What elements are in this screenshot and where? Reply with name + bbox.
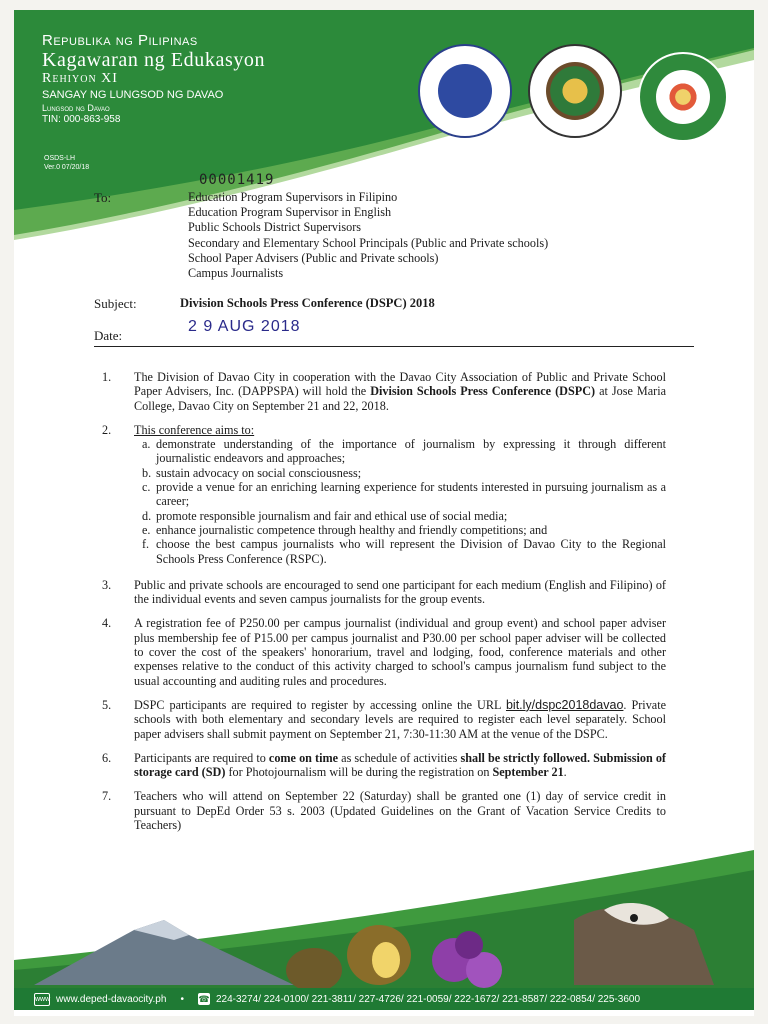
footer-website (34, 993, 166, 1006)
recipient: Education Program Supervisor in English (188, 205, 392, 220)
control-number: 00001419 (199, 172, 275, 188)
aims-heading: This conference aims to: (134, 422, 255, 437)
item-number: 1. (102, 370, 112, 384)
web-icon: www (34, 993, 50, 1006)
paragraph-text: . Private schools with both elementary and secondary levels are required to register each level separately. School paper advisers shall submit payment on September 21, 7:30-11:30 AM at the venue of the DSPC. (134, 697, 666, 741)
region-name: Rehiyon XI (42, 71, 118, 86)
subject-text: Division Schools Press Conference (DSPC) 2018 (180, 296, 435, 310)
divider (94, 346, 694, 347)
recipient: Campus Journalists (188, 266, 284, 281)
recipient-list (188, 190, 548, 281)
deped-seal (418, 44, 512, 138)
recipient: Public Schools District Supervisors (188, 220, 361, 235)
deped-region-seal-emblem (546, 62, 604, 120)
aim-text: provide a venue for an enriching learning experience for students interested in pursuing journalism as a career; (156, 480, 666, 509)
aim-text: choose the best campus journalists who will represent the Division of Davao City to the Regional Schools Press Conference (RSPC). (156, 537, 666, 566)
form-version: Ver.0 07/20/18 (44, 164, 90, 171)
tin-number: TIN: 000-863-958 (42, 114, 121, 125)
deped-region-seal (528, 44, 622, 138)
recipient: Secondary and Elementary School Principals (Public and Private schools) (188, 235, 549, 250)
phone-icon: ☎ (198, 994, 210, 1004)
aim-text: sustain advocacy on social consciousness; (156, 465, 362, 480)
aim-item (134, 523, 666, 537)
paragraph-text: DSPC participants are required to register by accessing online the URL (134, 697, 506, 712)
footer-landscape-art (14, 810, 754, 990)
item-number: 5. (102, 697, 112, 712)
memo-body (94, 370, 666, 842)
form-code (44, 154, 89, 172)
aim-letter: a. (142, 437, 151, 452)
paragraph-3 (94, 578, 666, 607)
emphasis: Submission of storage card (SD) (134, 750, 666, 780)
aim-item (134, 437, 666, 466)
aim-letter: e. (142, 522, 151, 537)
recipient: School Paper Advisers (Public and Private schools) (188, 250, 439, 265)
paragraph-text: . (563, 765, 567, 780)
subject-label: Subject: (94, 296, 137, 311)
item-number: 4. (102, 616, 112, 631)
paragraph-text: for Photojournalism will be during the registration on (225, 765, 493, 780)
emphasis: come on time (268, 750, 339, 765)
emphasis: shall be strictly followed. (460, 750, 590, 765)
event-name: Division Schools Press Conference (DSPC) (370, 384, 596, 399)
emphasis: September 21 (492, 765, 564, 780)
aim-item (134, 480, 666, 509)
paragraph-text: at Jose Maria College, Davao City on September 21 and 22, 2018. (134, 384, 667, 413)
division-name: SANGAY NG LUNGSOD NG DAVAO (42, 89, 224, 101)
paragraph-text: A registration fee of P250.00 per campus journalist (individual and group event) and school paper adviser plus membership fee of P15.00 per campus journalist and P30.00 per school paper adviser will be collected to cover the cost of the speakers' honorarium, travel and lodging, food, conference materials and other expenses relative to the conduct of this activity charged to school's campus journalism fund subject to the usual accounting and auditing rules and procedures. (134, 616, 666, 688)
paragraph-5 (94, 698, 666, 741)
aim-text: promote responsible journalism and fair and ethical use of social media; (156, 508, 508, 523)
aim-letter: b. (142, 465, 152, 480)
header-text (42, 32, 265, 125)
phone-numbers: 224-3274/ 224-0100/ 221-3811/ 227-4726/ 221-0059/ 222-1672/ 221-8587/ 222-0854/ 225-3600 (215, 993, 641, 1005)
recipient: Education Program Supervisors in Filipino (188, 190, 398, 204)
aim-item (134, 466, 666, 480)
deped-seal-emblem (438, 64, 492, 118)
item-number: 3. (102, 577, 112, 592)
footer-phones (198, 993, 640, 1005)
date-label: Date: (94, 328, 123, 343)
aim-letter: d. (142, 508, 152, 523)
item-number: 6. (102, 750, 112, 765)
website-url[interactable]: www.deped-davaocity.ph (56, 993, 167, 1005)
footer-separator: • (180, 993, 184, 1005)
memo-page (14, 10, 754, 1016)
aim-item (134, 509, 666, 523)
paragraph-4 (94, 616, 666, 687)
item-number: 2. (102, 422, 112, 437)
date-stamp: 2 9 AUG 2018 (188, 318, 301, 335)
aim-text: demonstrate understanding of the importance of journalism by expressing it through different journalistic endeavors and approaches; (156, 437, 666, 466)
paragraph-text: as schedule of activities (338, 750, 461, 765)
davao-division-seal (638, 52, 728, 142)
department-name: Kagawaran ng Edukasyon (42, 49, 266, 71)
registration-link[interactable]: bit.ly/dspc2018davao (505, 697, 624, 712)
aim-letter: c. (142, 480, 151, 495)
footer-bar (14, 988, 754, 1010)
aim-item (134, 537, 666, 566)
aim-letter: f. (142, 537, 150, 552)
paragraph-text: Teachers who will attend on September 22 (Saturday) shall be granted one (1) day of service credit in pursuant to DepEd Order 53 s. 2003 (Updated Guidelines on the Grant of Vacation Service Credits to Teachers) (134, 789, 666, 833)
republic-name: Republika ng Pilipinas (42, 32, 198, 49)
to-label: To: (94, 190, 112, 205)
item-number: 7. (102, 789, 112, 804)
paragraph-text: Public and private schools are encouraged to send one participant for each medium (English and Filipino) of the individual events and seven campus journalists for the group events. (134, 577, 666, 607)
city-name: Lungsod ng Davao (42, 103, 110, 113)
paragraph-text: The Division of Davao City in cooperation with the Davao City Association of Public and Private School Paper Advisers, Inc. (DAPPSPA) will hold the (134, 370, 666, 399)
paragraph-6 (94, 751, 666, 780)
aim-text: enhance journalistic competence through healthy and friendly competitions; and (156, 522, 548, 537)
paragraph-text: Participants are required to (134, 750, 269, 765)
davao-division-seal-emblem (656, 70, 710, 124)
paragraph-1 (94, 370, 666, 413)
form-code-id: OSDS-LH (44, 155, 76, 162)
paragraph-2 (94, 423, 666, 566)
